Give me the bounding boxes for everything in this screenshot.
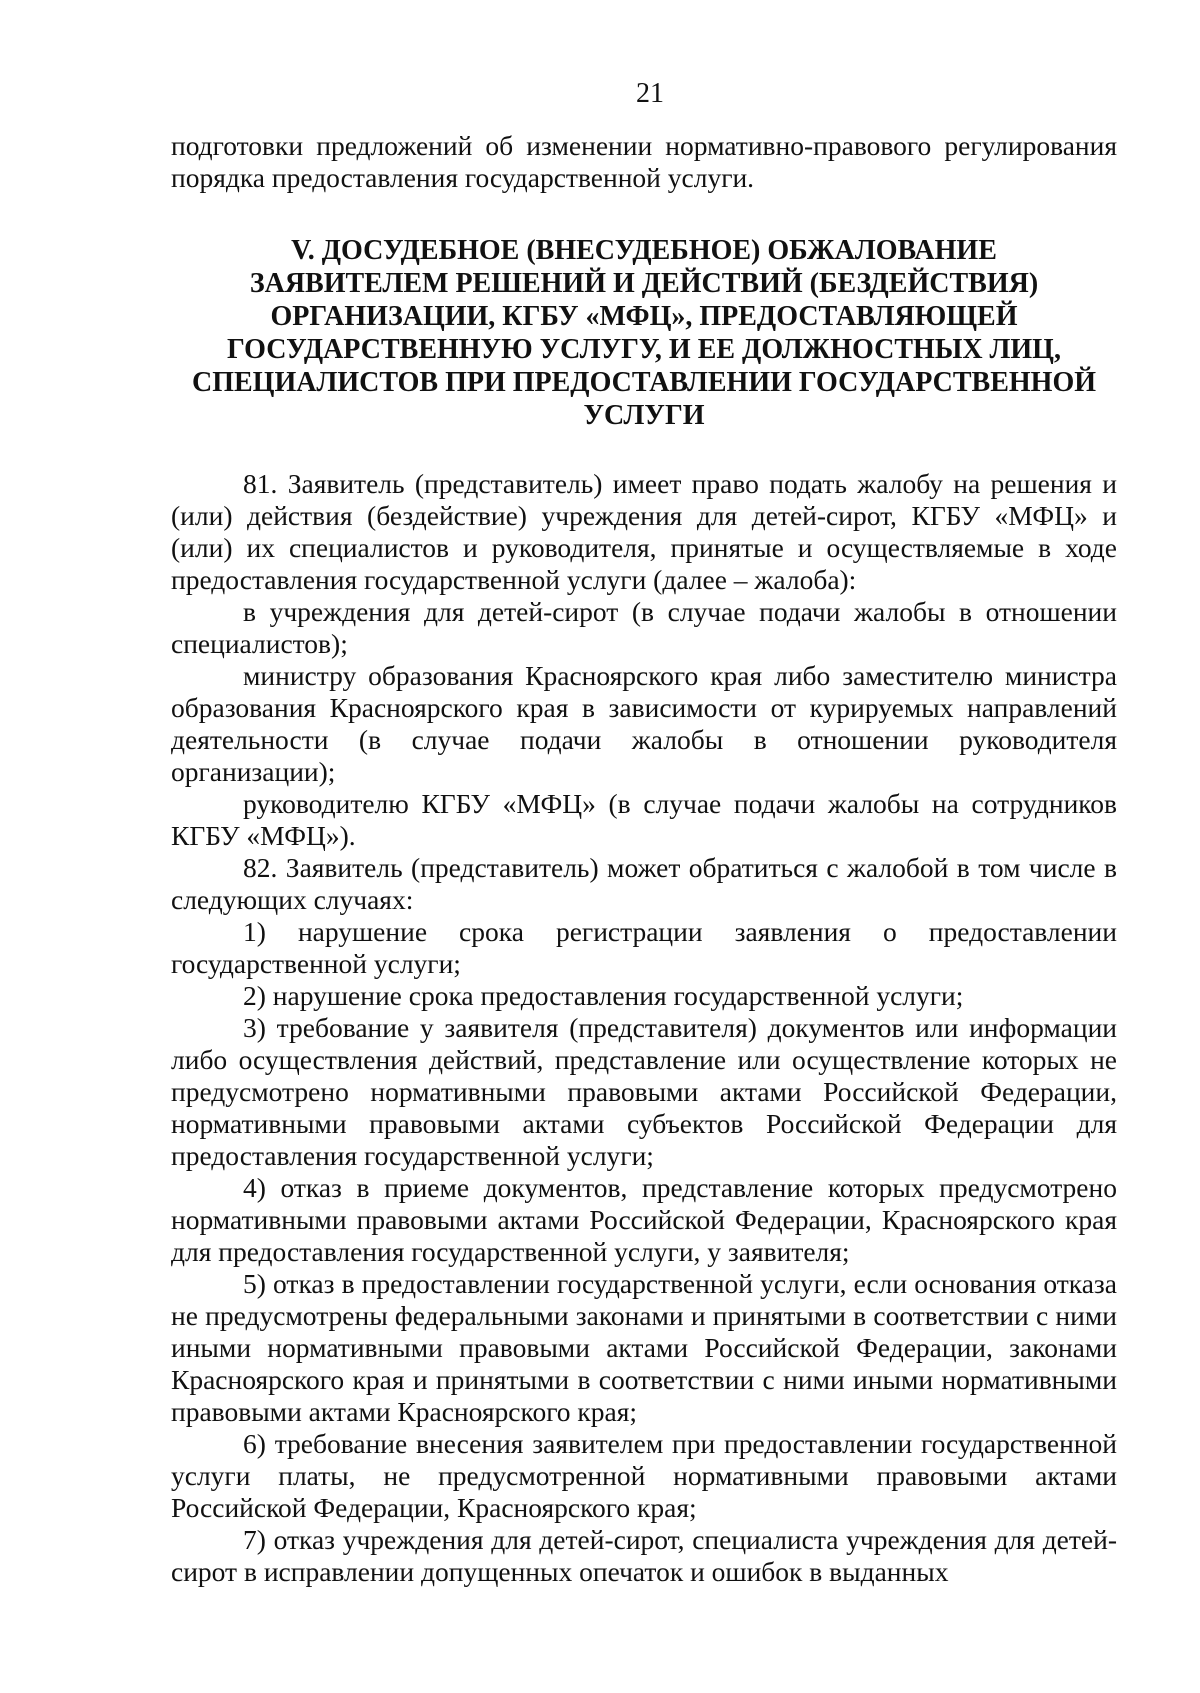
heading-line: ЗАЯВИТЕЛЕМ РЕШЕНИЙ И ДЕЙСТВИЙ (БЕЗДЕЙСТВИЯ) <box>249 268 1039 299</box>
heading-line: ГОСУДАРСТВЕННУЮ УСЛУГУ, И ЕЕ ДОЛЖНОСТНЫХ ЛИЦ, <box>227 334 1061 365</box>
paragraph-81-item-minister: министру образования Красноярского края либо заместителю министра образования Красноярского края в зависимости от курируемых направлений деятельности (в случае подачи жалобы в отношении руководителя организации); <box>171 660 1117 787</box>
paragraph-82-item-6: 6) требование внесения заявителем при предоставлении государственной услуги платы, не предусмотренной нормативными правовыми актами Российской Федерации, Красноярского края; <box>171 1428 1117 1523</box>
paragraph-82-item-7: 7) отказ учреждения для детей-сирот, специалиста учреждения для детей-сирот в исправлении допущенных опечаток и ошибок в выданных <box>171 1524 1117 1587</box>
section-heading <box>171 234 1117 432</box>
heading-line: СПЕЦИАЛИСТОВ ПРИ ПРЕДОСТАВЛЕНИИ ГОСУДАРСТВЕННОЙ <box>192 367 1096 398</box>
intro-paragraph: подготовки предложений об изменении нормативно-правового регулирования порядка предоставления государственной услуги. <box>171 130 1117 193</box>
paragraph-82-item-5: 5) отказ в предоставлении государственной услуги, если основания отказа не предусмотрены федеральными законами и принятыми в соответствии с ними иными нормативными правовыми актами Российской Федерации, законами Красноярского края и принятыми в соответствии с ними иными нормативными правовыми актами Красноярского края; <box>171 1268 1117 1427</box>
paragraph-82: 82. Заявитель (представитель) может обратиться с жалобой в том числе в следующих случаях: <box>171 852 1117 915</box>
page-number: 21 <box>636 78 664 109</box>
paragraph-81-item-orphanages: в учреждения для детей-сирот (в случае подачи жалобы в отношении специалистов); <box>171 596 1117 659</box>
paragraph-81: 81. Заявитель (представитель) имеет право подать жалобу на решения и (или) действия (бездействие) учреждения для детей-сирот, КГБУ «МФЦ» и (или) их специалистов и руководителя, принятые и осуществляемые в ходе предоставления государственной услуги (далее – жалоба): <box>171 468 1117 595</box>
paragraph-82-item-1: 1) нарушение срока регистрации заявления о предоставлении государственной услуги; <box>171 916 1117 979</box>
paragraph-81-item-mfc: руководителю КГБУ «МФЦ» (в случае подачи жалобы на сотрудников КГБУ «МФЦ»). <box>171 788 1117 851</box>
paragraph-82-item-2: 2) нарушение срока предоставления государственной услуги; <box>243 980 964 1011</box>
heading-line: ОРГАНИЗАЦИИ, КГБУ «МФЦ», ПРЕДОСТАВЛЯЮЩЕЙ <box>270 301 1018 332</box>
paragraph-82-item-3: 3) требование у заявителя (представителя) документов или информации либо осуществления действий, представление или осуществление которых не предусмотрено нормативными правовыми актами Российской Федерации, нормативными правовыми актами субъектов Российской Федерации для предоставления государственной услуги; <box>171 1012 1117 1171</box>
heading-line: V. ДОСУДЕБНОЕ (ВНЕСУДЕБНОЕ) ОБЖАЛОВАНИЕ <box>291 235 997 266</box>
paragraph-82-item-4: 4) отказ в приеме документов, представление которых предусмотрено нормативными правовыми актами Российской Федерации, Красноярского края для предоставления государственной услуги, у заявителя; <box>171 1172 1117 1267</box>
document-body <box>171 130 1117 1588</box>
heading-line: УСЛУГИ <box>583 400 705 431</box>
